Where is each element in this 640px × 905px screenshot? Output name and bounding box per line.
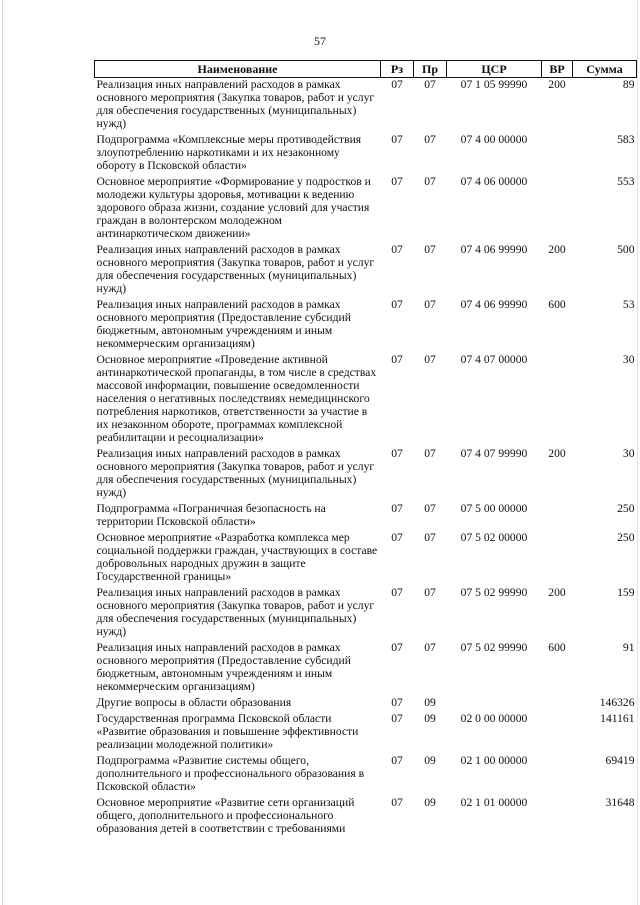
scan-edge-left	[2, 0, 3, 905]
table-body	[95, 78, 637, 839]
cell-sum: 250	[617, 531, 635, 544]
cell-pr: 07	[424, 78, 436, 91]
cell-csr: 07 4 07 99990	[460, 447, 528, 460]
cell-sum: 500	[617, 243, 635, 256]
cell-csr: 07 5 02 99990	[460, 586, 528, 599]
cell-name: Реализация иных направлений расходов в рамках основного мероприятия (Предоставление субсидий бюджетным, автономным учреждениям и иным некоммерческим организациям)	[96, 641, 351, 693]
header-rz: Рз	[381, 61, 414, 78]
scan-edge-right	[637, 0, 638, 905]
cell-pr: 07	[424, 133, 436, 146]
table-header	[95, 61, 637, 78]
cell-rz: 07	[391, 447, 403, 460]
header-name: Наименование	[95, 61, 381, 78]
table-header-row	[95, 61, 637, 78]
cell-pr: 09	[424, 796, 436, 809]
cell-pr: 07	[424, 447, 436, 460]
cell-csr: 07 5 02 99990	[460, 641, 528, 654]
cell-name: Реализация иных направлений расходов в рамках основного мероприятия (Закупка товаров, работ и услуг для обеспечения государственных (муниципальных) нужд)	[96, 78, 375, 130]
cell-vr	[542, 353, 573, 447]
cell-sum: 30	[622, 353, 635, 366]
page-number: 57	[314, 34, 326, 48]
cell-rz: 07	[391, 531, 403, 544]
table-row	[95, 133, 637, 175]
table-row	[95, 641, 637, 696]
cell-rz: 07	[391, 641, 403, 654]
cell-vr: 200	[548, 78, 566, 91]
cell-name: Реализация иных направлений расходов в рамках основного мероприятия (Закупка товаров, работ и услуг для обеспечения государственных (муниципальных) нужд)	[96, 243, 375, 295]
cell-csr: 02 1 01 00000	[460, 796, 528, 809]
table-row	[95, 447, 637, 502]
cell-name: Основное мероприятие «Разработка комплекса мер социальной поддержки граждан, участвующих в составе добровольных народных дружин в защите Государственной границы»	[96, 531, 378, 583]
cell-pr: 09	[424, 712, 436, 725]
cell-csr: 02 0 00 00000	[460, 712, 528, 725]
cell-rz: 07	[391, 78, 403, 91]
cell-pr: 07	[424, 586, 436, 599]
cell-pr: 07	[424, 502, 436, 515]
table-row	[95, 502, 637, 531]
cell-name: Основное мероприятие «Развитие сети организаций общего, дополнительного и профессионального образования детей в соответствии с требованиями	[96, 796, 355, 835]
table-row	[95, 175, 637, 243]
cell-sum: 91	[622, 641, 635, 654]
header-vr: ВР	[542, 61, 573, 78]
cell-sum: 159	[617, 586, 635, 599]
cell-name: Другие вопросы в области образования	[96, 696, 292, 709]
cell-rz: 07	[391, 353, 403, 366]
cell-vr: 200	[548, 447, 566, 460]
cell-csr: 02 1 00 00000	[460, 754, 528, 767]
table-row	[95, 353, 637, 447]
cell-csr	[447, 696, 542, 712]
cell-pr: 07	[424, 298, 436, 311]
cell-rz: 07	[391, 502, 403, 515]
cell-pr: 07	[424, 531, 436, 544]
cell-csr: 07 1 05 99990	[460, 78, 528, 91]
cell-vr	[542, 712, 573, 754]
table-row	[95, 586, 637, 641]
cell-rz: 07	[391, 133, 403, 146]
cell-sum: 89	[622, 78, 635, 91]
cell-name: Реализация иных направлений расходов в рамках основного мероприятия (Предоставление субсидий бюджетным, автономным учреждениям и иным некоммерческим организациям)	[96, 298, 351, 350]
cell-vr: 600	[548, 298, 566, 311]
cell-name: Основное мероприятие «Формирование у подростков и молодежи культуры здоровья, мотивации к ведению здорового образа жизни, создание условий для участия граждан в волонтерском молодежном антинаркотическом движении»	[96, 175, 371, 240]
budget-table	[94, 60, 637, 838]
cell-sum: 553	[617, 175, 635, 188]
table-row	[95, 712, 637, 754]
cell-name: Реализация иных направлений расходов в рамках основного мероприятия (Закупка товаров, работ и услуг для обеспечения государственных (муниципальных) нужд)	[96, 586, 375, 638]
cell-sum: 31648	[605, 796, 635, 809]
header-pr: Пр	[414, 61, 447, 78]
cell-pr: 09	[424, 754, 436, 767]
cell-vr	[542, 531, 573, 586]
table-row	[95, 531, 637, 586]
cell-sum: 141161	[600, 712, 635, 725]
cell-sum: 53	[622, 298, 635, 311]
table-row	[95, 796, 637, 838]
cell-rz: 07	[391, 696, 403, 709]
cell-sum: 69419	[605, 754, 635, 767]
cell-vr	[542, 502, 573, 531]
header-sum: Сумма	[573, 61, 637, 78]
cell-vr	[542, 175, 573, 243]
cell-sum: 30	[622, 447, 635, 460]
cell-rz: 07	[391, 243, 403, 256]
cell-sum: 583	[617, 133, 635, 146]
cell-name: Государственная программа Псковской области «Развитие образования и повышение эффективности реализации молодежной политики»	[96, 712, 359, 751]
cell-csr: 07 5 00 00000	[460, 502, 528, 515]
cell-vr	[542, 696, 573, 712]
cell-vr: 200	[548, 586, 566, 599]
cell-rz: 07	[391, 712, 403, 725]
cell-name: Подпрограмма «Развитие системы общего, дополнительного и профессионального образования в Псковской области»	[96, 754, 365, 793]
cell-vr: 600	[548, 641, 566, 654]
cell-csr: 07 4 06 99990	[460, 243, 528, 256]
cell-sum: 250	[617, 502, 635, 515]
cell-rz: 07	[391, 796, 403, 809]
cell-vr: 200	[548, 243, 566, 256]
header-csr: ЦСР	[447, 61, 542, 78]
cell-rz: 07	[391, 754, 403, 767]
table-row	[95, 78, 637, 134]
cell-pr: 09	[424, 696, 436, 709]
table-row	[95, 696, 637, 712]
cell-pr: 07	[424, 175, 436, 188]
cell-csr: 07 4 06 99990	[460, 298, 528, 311]
cell-name: Подпрограмма «Пограничная безопасность на территории Псковской области»	[96, 502, 326, 528]
cell-csr: 07 4 00 00000	[460, 133, 528, 146]
table-row	[95, 298, 637, 353]
cell-name: Основное мероприятие «Проведение активной антинаркотической пропаганды, в том числе в средствах массовой информации, повышение осведомленности населения о негативных последствиях немедицинского потребления наркотиков, ответственности за участие в их незаконном обороте, программах комплексной реабилитации и ресоциализации»	[96, 353, 377, 444]
cell-rz: 07	[391, 298, 403, 311]
cell-rz: 07	[391, 586, 403, 599]
cell-csr: 07 4 07 00000	[460, 353, 528, 366]
cell-rz: 07	[391, 175, 403, 188]
cell-pr: 07	[424, 353, 436, 366]
table-row	[95, 754, 637, 796]
cell-name: Подпрограмма «Комплексные меры противодействия злоупотреблению наркотиками и их незаконному обороту в Псковской области»	[96, 133, 362, 172]
cell-vr	[542, 754, 573, 796]
table-row	[95, 243, 637, 298]
cell-vr	[542, 796, 573, 838]
cell-vr	[542, 133, 573, 175]
cell-name: Реализация иных направлений расходов в рамках основного мероприятия (Закупка товаров, работ и услуг для обеспечения государственных (муниципальных) нужд)	[96, 447, 375, 499]
cell-csr: 07 5 02 00000	[460, 531, 528, 544]
cell-pr: 07	[424, 243, 436, 256]
cell-sum: 146326	[599, 696, 635, 709]
cell-pr: 07	[424, 641, 436, 654]
cell-csr: 07 4 06 00000	[460, 175, 528, 188]
